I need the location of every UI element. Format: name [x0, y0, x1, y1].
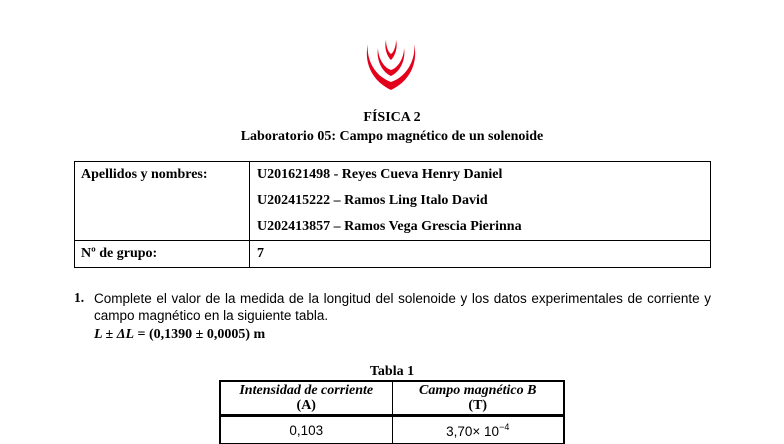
- group-row: [75, 241, 711, 268]
- current-cell[interactable]: 0,103: [220, 416, 392, 444]
- length-formula: [94, 327, 265, 343]
- field-exponent: −4: [499, 421, 510, 432]
- table-caption: Tabla 1: [369, 364, 415, 379]
- field-mantissa: 3,70× 10: [446, 423, 500, 439]
- student-name: U202415222 – Ramos Ling Italo David: [257, 193, 488, 208]
- group-label-cell: [75, 241, 250, 268]
- formula-lhs: L ± ΔL: [94, 327, 135, 342]
- group-label: Nº de grupo:: [81, 246, 158, 261]
- current-column-unit: (A): [296, 398, 316, 413]
- question-text: Complete el valor de la medida de la longitud del solenoide y los datos experimentales de corriente y campo magnético en la siguiente tabla.: [94, 291, 711, 323]
- names-label-cell: [75, 162, 250, 241]
- student-name: U201621498 - Reyes Cueva Henry Daniel: [257, 167, 503, 182]
- document-subtitle: Laboratorio 05: Campo magnético de un solenoide: [240, 129, 544, 144]
- data-table-header: [220, 381, 564, 416]
- question-number: 1.: [74, 290, 85, 305]
- document-title: FÍSICA 2: [363, 110, 421, 125]
- upc-logo-icon: [362, 38, 420, 92]
- field-column-unit: (T): [468, 398, 488, 413]
- names-value-cell: [250, 162, 711, 241]
- group-value-cell: [250, 241, 711, 268]
- formula-rhs: = (0,1390 ± 0,0005) m: [134, 327, 266, 342]
- names-row: [75, 162, 711, 241]
- names-label: Apellidos y nombres:: [81, 167, 208, 182]
- field-cell[interactable]: [392, 416, 564, 444]
- table-row: [220, 416, 564, 444]
- data-table: [219, 380, 565, 444]
- student-info-table: [74, 161, 711, 268]
- field-column-header: [392, 381, 564, 416]
- group-value: 7: [257, 246, 264, 261]
- student-name: U202413857 – Ramos Vega Grescia Pierinna: [257, 219, 522, 234]
- field-column-title: Campo magnético B: [419, 383, 537, 398]
- current-column-title: Intensidad de corriente: [239, 383, 374, 398]
- current-column-header: [220, 381, 392, 416]
